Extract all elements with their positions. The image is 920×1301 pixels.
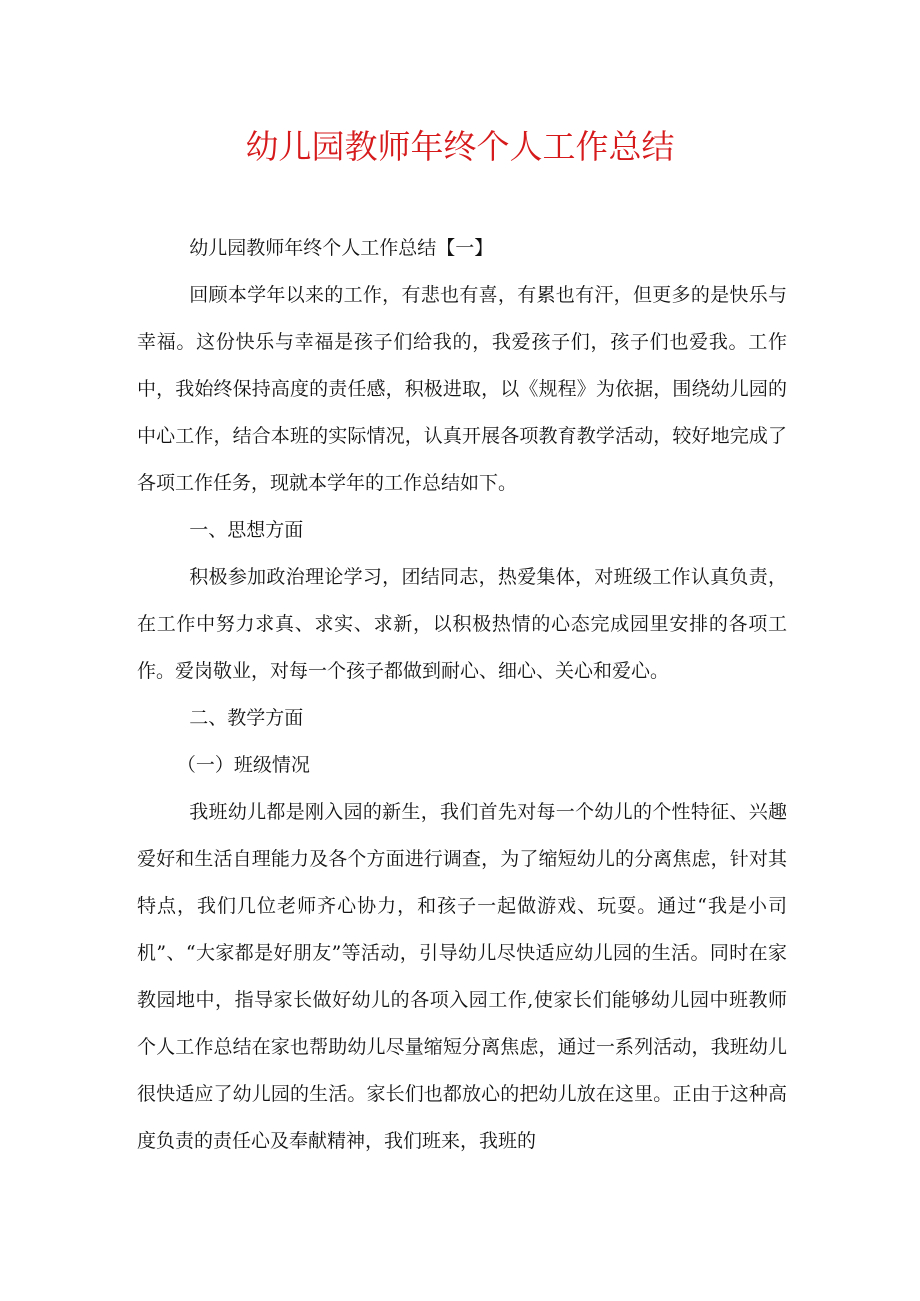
document-title: 幼儿园教师年终个人工作总结 <box>245 127 675 166</box>
document-body <box>137 225 787 1165</box>
heading-teaching: 二、教学方面 <box>189 707 304 729</box>
ideology-paragraph: 积极参加政治理论学习，团结同志，热爱集体，对班级工作认真负责，在工作中努力求真、求实、求新，以积极热情的心态完成园里安排的各项工作。爱岗敬业，对每一个孩子都做到耐心、细心、关心和爱心。 <box>137 566 787 682</box>
intro-paragraph: 回顾本学年以来的工作，有悲也有喜，有累也有汗，但更多的是快乐与幸福。这份快乐与幸福是孩子们给我的，我爱孩子们，孩子们也爱我。工作中，我始终保持高度的责任感，积极进取，以《规程》为依据，围绕幼儿园的中心工作，结合本班的实际情况，认真开展各项教育教学活动，较好地完成了各项工作任务，现就本学年的工作总结如下。 <box>137 284 787 494</box>
heading-ideology: 一、思想方面 <box>189 519 304 541</box>
section-title: 幼儿园教师年终个人工作总结【一】 <box>189 237 494 259</box>
class-situation-paragraph: 我班幼儿都是刚入园的新生，我们首先对每一个幼儿的个性特征、兴趣爱好和生活自理能力及各个方面进行调查，为了缩短幼儿的分离焦虑，针对其特点，我们几位老师齐心协力，和孩子一起做游戏、玩耍。通过“我是小司机”、“大家都是好朋友”等活动，引导幼儿尽快适应幼儿园的生活。同时在家教园地中，指导家长做好幼儿的各项入园工作,使家长们能够幼儿园中班教师个人工作总结在家也帮助幼儿尽量缩短分离焦虑，通过一系列活动，我班幼儿很快适应了幼儿园的生活。家长们也都放心的把幼儿放在这里。正由于这种高度负责的责任心及奉献精神，我们班来，我班的 <box>137 801 787 1152</box>
subheading-class-situation: （一）班级情况 <box>176 754 310 776</box>
